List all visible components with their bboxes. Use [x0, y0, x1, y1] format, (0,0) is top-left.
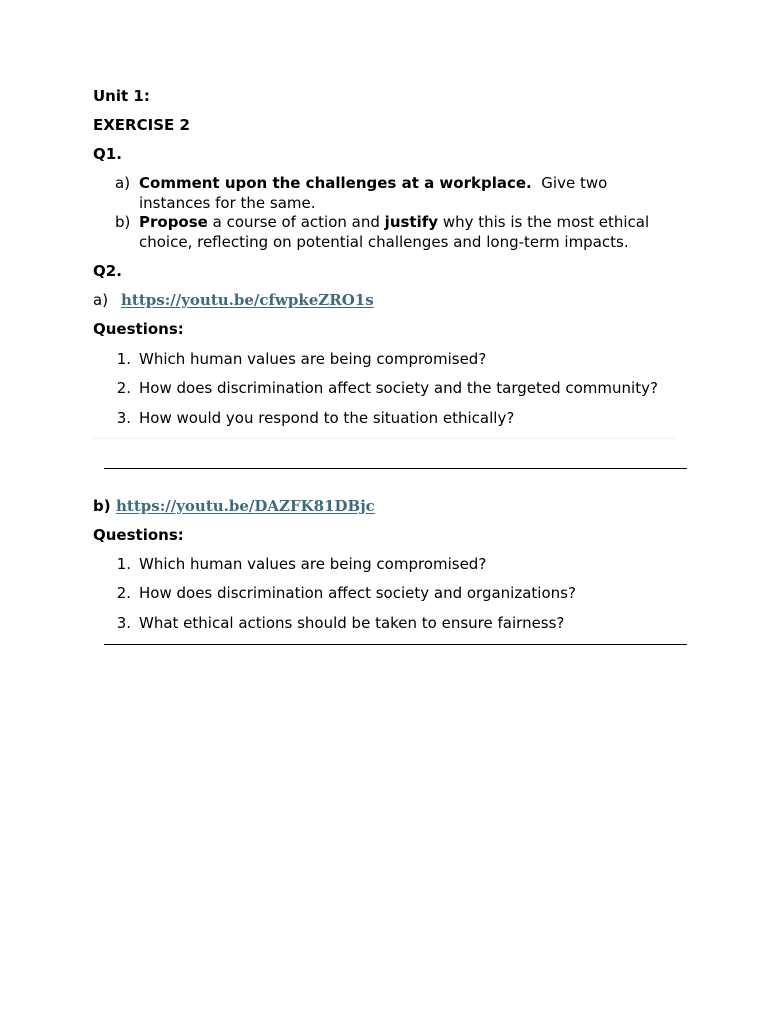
exercise-heading: EXERCISE 2 [93, 116, 190, 134]
q1-item-a-text1: Give two [541, 174, 608, 192]
q2-part-b-questions-label: Questions: [93, 526, 184, 544]
q2-part-a-question-number: 2. [116, 379, 131, 397]
q2-part-a-questions-label: Questions: [93, 320, 184, 338]
section-divider [104, 468, 687, 469]
q1-item-b-text-b: why this is the most ethical [442, 213, 650, 231]
q2-part-b-question: How does discrimination affect society and organizations? [139, 584, 576, 602]
q1-item-b-text-a: a course of action and [212, 213, 380, 231]
q2-part-b-question: What ethical actions should be taken to ensure fairness? [139, 614, 565, 632]
q2-part-a-question-number: 1. [116, 350, 131, 368]
q2-part-b-video-link[interactable]: https://youtu.be/DAZFK81DBjc [116, 497, 375, 515]
q2-part-b-question-number: 1. [116, 555, 131, 573]
q2-part-b-question-number: 2. [116, 584, 131, 602]
q2-label: Q2. [93, 262, 122, 280]
q2-part-b-marker: b) [93, 497, 111, 515]
q1-item-b-line1 [139, 212, 649, 232]
q1-item-b-marker: b) [115, 213, 131, 231]
q2-part-a-question: How would you respond to the situation ethically? [139, 409, 515, 427]
q2-part-a-question: How does discrimination affect society and the targeted community? [139, 379, 658, 397]
q1-item-a-bold: Comment upon the challenges at a workplace. [139, 174, 532, 192]
q2-part-a-question: Which human values are being compromised? [139, 350, 487, 368]
q1-item-a-marker: a) [115, 174, 131, 192]
q2-part-a-video-link[interactable]: https://youtu.be/cfwpkeZRO1s [121, 291, 374, 309]
q1-item-a-line2: instances for the same. [139, 194, 316, 212]
section-divider [104, 644, 687, 645]
q1-item-b-line2: choice, reflecting on potential challenges and long-term impacts. [139, 233, 629, 251]
q1-item-b-bold2: justify [384, 213, 439, 231]
q2-part-a-marker: a) [93, 291, 109, 309]
q1-item-b-bold1: Propose [139, 213, 208, 231]
faint-divider [93, 438, 676, 439]
unit-heading: Unit 1: [93, 87, 150, 105]
q1-label: Q1. [93, 145, 122, 163]
q2-part-b-question: Which human values are being compromised? [139, 555, 487, 573]
q1-item-a-line1 [139, 173, 607, 193]
q2-part-a-question-number: 3. [116, 409, 131, 427]
q2-part-b-question-number: 3. [116, 614, 131, 632]
